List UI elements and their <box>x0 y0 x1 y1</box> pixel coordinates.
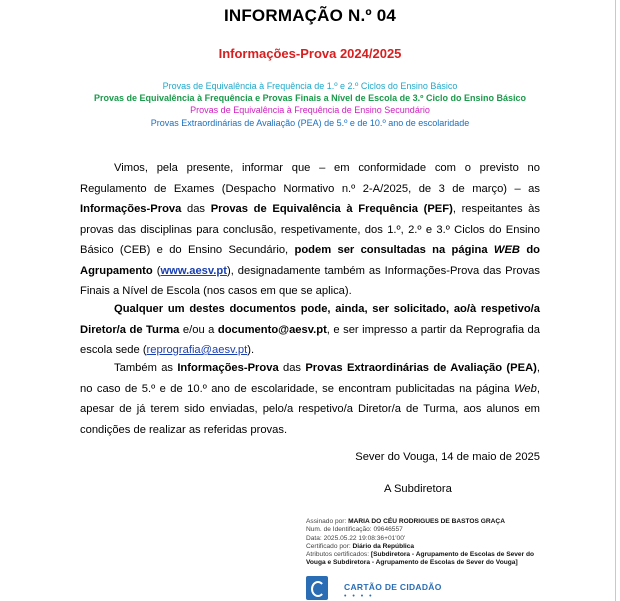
exam-line-basic-3: Provas de Equivalência à Frequência e Provas Finais a Nível de Escola de 3.º Ciclo do Ensino Básico <box>94 93 526 103</box>
signature-date: Data: 2025.05.22 19:08:36+01'00' <box>306 534 406 542</box>
p1-bold-2: Provas de Equivalência à Frequência (PEF) <box>210 203 453 215</box>
p3-text-4: , apesar de já terem sido enviadas, pelo/a respetivo/a Diretor/a de Turma, aos alunos em condições de realizar as referidas provas. <box>80 382 540 436</box>
p1-text-5: ), designadamente também as Informações-Prova das Provas Finais a Nível de Escola (nos casos em que se aplica). <box>80 264 540 297</box>
citizen-card-dots: • • • • <box>344 593 374 600</box>
website-link[interactable]: www.aesv.pt <box>160 264 227 277</box>
p1-text-1: Vimos, pela presente, informar que – em conformidade com o previsto no Regulamento de Exames (Despacho Normativo n.º 2-A/2025, de 3 de março) – as <box>80 162 540 195</box>
signature-certified-by: Certificado por: Diário da República <box>306 542 415 550</box>
p2-text-3: ). <box>247 344 255 356</box>
p3-text-1: Também as <box>114 362 178 374</box>
p3-bold-1: Informações-Prova <box>177 362 279 374</box>
signatory-role: A Subdiretora <box>384 483 452 495</box>
p2-bold-1: Qualquer um destes documentos pode, ainda, ser solicitado, ao/à respetivo/a Diretor/a de Turma <box>80 303 540 336</box>
document-title: INFORMAÇÃO N.º 04 <box>223 6 397 25</box>
reprografia-email-link[interactable]: reprografia@aesv.pt <box>146 344 248 356</box>
p3-bold-2: Provas Extraordinárias de Avaliação (PEA) <box>305 362 537 374</box>
p1-text-3: , respeitantes às provas das disciplinas para conclusão, respetivamente, dos 1.º, 2.º e 3.º Ciclos do Ensino Básico (CEB) e do Ensino Secundário, <box>80 203 540 256</box>
p3-italic-web: Web <box>514 382 537 395</box>
p1-bold-1: Informações-Prova <box>80 203 182 215</box>
citizen-card-icon <box>306 576 328 600</box>
closing-date: Sever do Vouga, 14 de maio de 2025 <box>355 451 540 463</box>
p3-text-3: , no caso de 5.º e de 10.º ano de escolaridade, se encontram publicitadas na página <box>80 362 540 395</box>
p2-text-2: , e ser impresso a partir da Reprografia da escola sede ( <box>80 323 541 356</box>
paragraph-2 <box>80 299 540 361</box>
document-subtitle: Informações-Prova 2024/2025 <box>218 46 402 61</box>
exam-line-basic-1-2: Provas de Equivalência à Frequência de 1.º e 2.º Ciclos do Ensino Básico <box>162 81 458 91</box>
p3-text-2: das <box>278 362 306 374</box>
paragraph-3 <box>80 358 540 440</box>
p2-text-1: e/ou a <box>179 323 218 336</box>
exam-line-pea: Provas Extraordinárias de Avaliação (PEA) de 5.º e de 10.º ano de escolaridade <box>150 118 470 128</box>
signature-signed-by: Assinado por: MARIA DO CÉU RODRIGUES DE BASTOS GRAÇA <box>306 518 505 525</box>
signature-attributes: Atributos certificados: [Subdiretora - Agrupamento de Escolas de Sever do Vouga e Subdiretora - Agrupamento de Escolas de Sever do Vouga] <box>306 551 535 567</box>
exam-line-secondary: Provas de Equivalência à Frequência de Ensino Secundário <box>190 105 430 115</box>
p1-bold-4: do Agrupamento <box>80 244 540 277</box>
p1-text-4: ( <box>152 264 161 277</box>
p1-bold-italic-web: WEB <box>493 244 521 256</box>
citizen-card-label: CARTÃO DE CIDADÃO <box>344 582 442 592</box>
p1-text-2: das <box>181 203 211 215</box>
p1-bold-3: podem ser consultadas na página <box>294 244 494 256</box>
citizen-card-badge <box>306 574 466 600</box>
document-email: documento@aesv.pt <box>217 323 327 336</box>
paragraph-1 <box>80 158 540 302</box>
signature-id: Num. de Identificação: 09646557 <box>306 526 403 534</box>
